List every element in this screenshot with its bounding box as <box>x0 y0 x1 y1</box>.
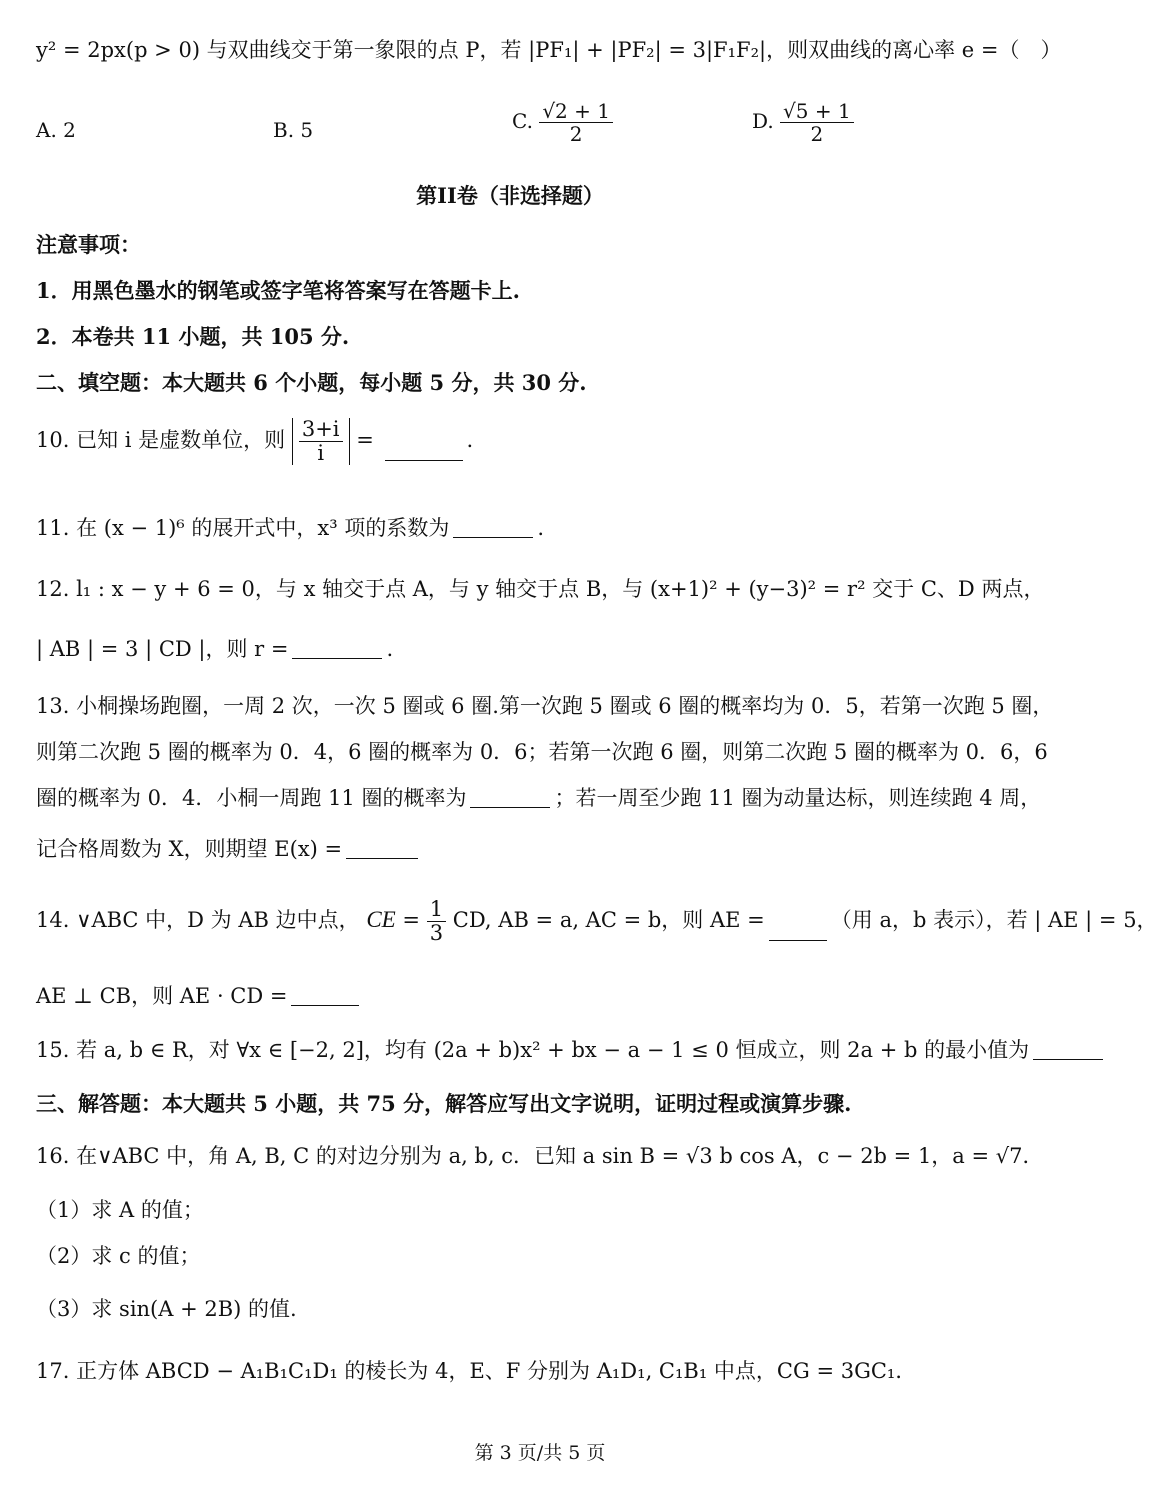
q10-numerator: 3+i <box>301 417 340 441</box>
question-16-part-1: （1）求 A 的值； <box>36 1198 204 1222</box>
q13-line3-b: ；若一周至少跑 11 圈为动量达标，则连续跑 4 周， <box>554 786 1042 810</box>
option-b-label: B. <box>273 118 295 142</box>
q10-denominator: i <box>299 441 343 465</box>
q13-answer-blank-1[interactable] <box>470 806 550 808</box>
q11-answer-blank[interactable] <box>453 536 533 538</box>
q13-answer-blank-2[interactable] <box>346 857 418 859</box>
question-13-line4 <box>36 833 422 863</box>
q12-end: . <box>386 637 394 661</box>
option-d-label: D. <box>752 109 774 133</box>
q10-fraction <box>299 418 343 465</box>
q15-answer-blank[interactable] <box>1033 1058 1103 1060</box>
option-b <box>273 118 313 142</box>
option-c-fraction <box>539 100 613 145</box>
question-16-stem: 16. 在∨ABC 中，角 A, B, C 的对边分别为 a, b, c．已知 a sin B = √3 b cos A，c − 2b = 1，a = √7． <box>36 1144 1044 1168</box>
question-10 <box>36 418 473 465</box>
q13-line4-text: 记合格周数为 X，则期望 E(x) = <box>36 837 343 861</box>
q10-end: . <box>466 428 474 453</box>
q10-answer-blank[interactable] <box>385 459 463 461</box>
q13-line3-a: 圈的概率为 0．4．小桐一周跑 11 圈的概率为 <box>36 786 467 810</box>
question-16-part-2: （2）求 c 的值； <box>36 1244 201 1268</box>
question-16-part-3: （3）求 sin(A + 2B) 的值. <box>36 1297 297 1321</box>
option-c-label: C. <box>512 109 533 133</box>
option-d-numerator: √5 + 1 <box>783 99 851 123</box>
page-footer: 第 3 页/共 5 页 <box>474 1442 606 1464</box>
question-17-stem: 17. 正方体 ABCD − A₁B₁C₁D₁ 的棱长为 4，E、F 分别为 A₁D₁, C₁B₁ 中点，CG = 3GC₁． <box>36 1359 917 1383</box>
option-d-fraction <box>780 100 854 145</box>
q14-rest: CD, AB = a, AC = b，则 AE = <box>452 908 765 933</box>
option-d-denominator: 2 <box>780 122 854 145</box>
notice-item-2: 2．本卷共 11 小题，共 105 分. <box>36 324 350 349</box>
fill-in-heading: 二、填空题：本大题共 6 个小题，每小题 5 分，共 30 分. <box>36 370 587 395</box>
section3-heading: 三、解答题：本大题共 5 小题，共 75 分，解答应写出文字说明，证明过程或演算步骤. <box>36 1091 852 1116</box>
q14-mid: （用 a，b 表示），若 | AE | = 5， <box>830 908 1158 933</box>
q14-prefix: 14. ∨ABC 中，D 为 AB 边中点， <box>36 908 360 933</box>
q10-prefix: 10. 已知 i 是虚数单位，则 <box>36 428 286 453</box>
option-a-label: A. <box>36 118 57 142</box>
q14-ce: CE <box>366 907 396 933</box>
q11-end: . <box>537 516 545 540</box>
q10-suffix: = <box>356 428 374 453</box>
question-13-line3 <box>36 782 1041 812</box>
q14-answer-blank-2[interactable] <box>291 1004 359 1006</box>
q12-line2-text: | AB | = 3 | CD |，则 r = <box>36 637 289 661</box>
q15-text: 15. 若 a, b ∈ R，对 ∀x ∈ [−2, 2]，均有 (2a + b)x² + bx − a − 1 ≤ 0 恒成立，则 2a + b 的最小值为 <box>36 1038 1030 1062</box>
q11-text: 11. 在 (x − 1)⁶ 的展开式中，x³ 项的系数为 <box>36 516 450 540</box>
q14-line2-text: AE ⊥ CB，则 AE · CD = <box>36 984 288 1008</box>
q14-eq: = <box>402 908 421 933</box>
question-14-line1 <box>36 898 1158 945</box>
option-d <box>752 100 854 145</box>
question-13-line1: 13. 小桐操场跑圈，一周 2 次，一次 5 圈或 6 圈.第一次跑 5 圈或 6 圈的概率均为 0．5，若第一次跑 5 圈， <box>36 694 1054 718</box>
q10-abs <box>292 418 350 465</box>
q14-numerator: 1 <box>429 897 444 921</box>
option-c-numerator: √2 + 1 <box>542 99 610 123</box>
q14-denominator: 3 <box>427 921 446 945</box>
option-a <box>36 118 76 142</box>
question-13-line2: 则第二次跑 5 圈的概率为 0．4，6 圈的概率为 0．6；若第一次跑 6 圈，则第二次跑 5 圈的概率为 0．6，6 <box>36 740 1048 764</box>
question-11 <box>36 512 544 542</box>
question-12-line1: 12. l₁ : x − y + 6 = 0，与 x 轴交于点 A，与 y 轴交于点 B，与 (x+1)² + (y−3)² = r² 交于 C、D 两点， <box>36 577 1045 601</box>
question-12-line2 <box>36 633 393 663</box>
option-c-denominator: 2 <box>539 122 613 145</box>
option-b-value: 5 <box>300 118 314 142</box>
option-c <box>512 100 613 145</box>
q9-stem: y² = 2px(p > 0) 与双曲线交于第一象限的点 P，若 |PF₁| + |PF₂| = 3|F₁F₂|，则双曲线的离心率 e =（ ） <box>36 38 1062 62</box>
notice-item-1: 1．用黑色墨水的钢笔或签字笔将答案写在答题卡上. <box>36 278 520 303</box>
notice-heading: 注意事项： <box>36 232 141 257</box>
section2-title: 第II卷（非选择题） <box>416 183 604 208</box>
q14-answer-blank-1[interactable] <box>769 939 827 941</box>
question-15 <box>36 1034 1107 1064</box>
question-14-line2 <box>36 980 363 1010</box>
option-a-value: 2 <box>63 118 76 142</box>
q14-fraction <box>427 898 446 945</box>
q12-answer-blank[interactable] <box>292 657 382 659</box>
